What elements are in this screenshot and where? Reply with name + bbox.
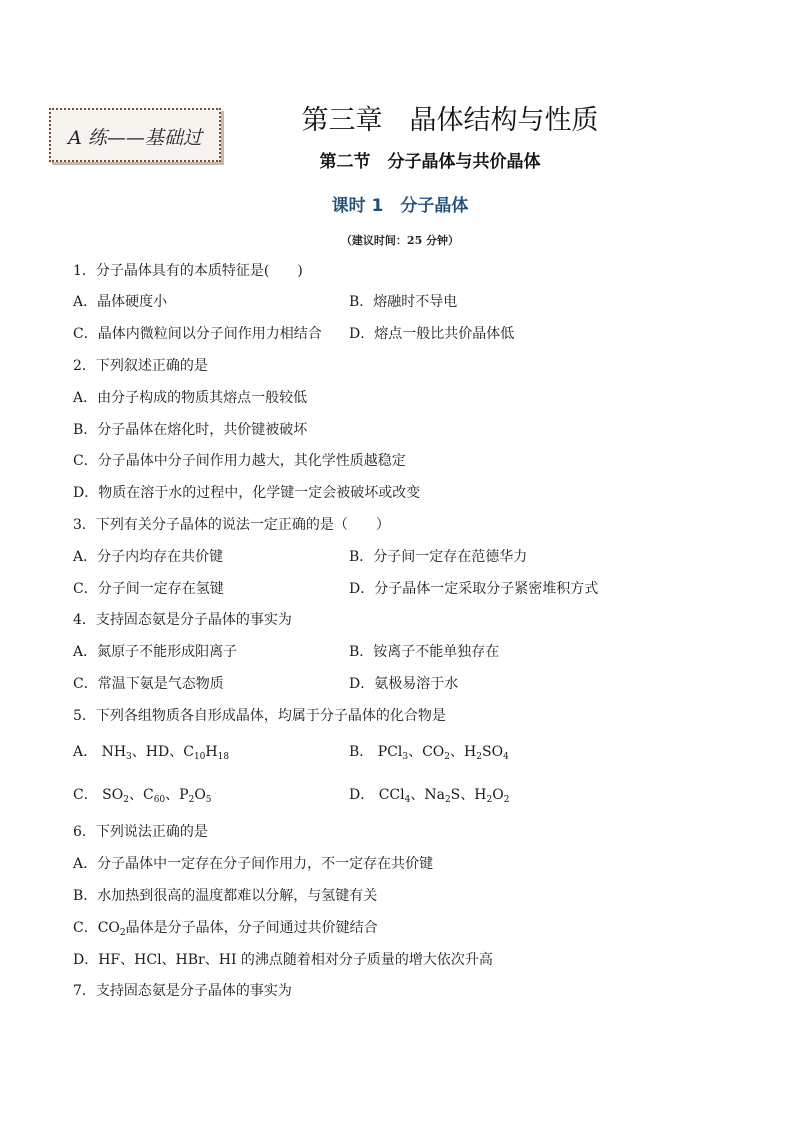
- q6-option-c-sub: 2: [119, 928, 126, 938]
- q5-option-d-label: D．: [349, 787, 375, 803]
- lesson-title: 课时 1 分子晶体: [331, 196, 469, 216]
- q5-option-c: [73, 786, 212, 804]
- question-3-stem: 3．下列有关分子晶体的说法一定正确的是（ ）: [73, 517, 390, 533]
- q1-option-b: B．熔融时不导电: [349, 294, 458, 310]
- formula-subscript: 2: [476, 752, 482, 762]
- q3-option-d: D．分子晶体一定采取分子紧密堆积方式: [349, 581, 599, 597]
- q5-option-b-formula: [378, 744, 509, 760]
- q6-option-c-post: 晶体是分子晶体，分子间通过共价键结合: [125, 920, 378, 936]
- q5-option-b: [349, 743, 509, 761]
- formula-text: O: [492, 787, 504, 803]
- q4-option-b: B．铵离子不能单独存在: [349, 644, 500, 660]
- question-7-stem: 7．支持固态氨是分子晶体的事实为: [73, 983, 292, 999]
- formula-text: PCl: [377, 744, 403, 760]
- chapter-title: 第三章 晶体结构与性质: [301, 105, 599, 136]
- formula-text: 、C: [128, 787, 154, 803]
- formula-subscript: 2: [444, 795, 451, 805]
- q5-option-b-label: B．: [349, 744, 374, 760]
- formula-text: 、Na: [410, 787, 445, 803]
- q1-option-a: A．晶体硬度小: [73, 294, 168, 310]
- q5-option-d-formula: [379, 787, 510, 803]
- formula-text: NH: [101, 744, 127, 760]
- q5-option-c-label: C．: [73, 787, 98, 803]
- formula-subscript: 4: [503, 752, 509, 762]
- formula-text: 、P: [165, 787, 189, 803]
- q3-option-c: C．分子间一定存在氢键: [73, 581, 224, 597]
- formula-text: 、H: [450, 744, 477, 760]
- formula-subscript: 2: [444, 752, 451, 762]
- q4-option-c: C．常温下氨是气态物质: [73, 676, 224, 692]
- q2-option-c: C．分子晶体中分子间作用力越大，其化学性质越稳定: [73, 453, 406, 469]
- question-5-stem: 5．下列各组物质各自形成晶体，均属于分子晶体的化合物是: [73, 708, 446, 724]
- section-badge: [49, 108, 221, 162]
- question-1-stem: 1．分子晶体具有的本质特征是( ): [73, 263, 303, 279]
- q5-option-a-label: A．: [73, 744, 98, 760]
- q5-option-a: [73, 743, 229, 761]
- q3-option-a: A．分子内均存在共价键: [73, 549, 224, 565]
- q5-option-d: [349, 786, 509, 804]
- formula-text: SO: [481, 744, 504, 760]
- formula-subscript: 3: [402, 752, 409, 762]
- formula-subscript: 10: [193, 752, 206, 762]
- q6-option-c-pre: C．CO: [73, 920, 120, 936]
- suggested-time: （建议时间：25 分钟）: [340, 234, 460, 247]
- formula-text: 、CO: [408, 744, 445, 760]
- formula-subscript: 5: [205, 795, 212, 805]
- formula-text: H: [205, 744, 218, 760]
- formula-text: S、H: [450, 787, 487, 803]
- question-6-stem: 6．下列说法正确的是: [73, 824, 208, 840]
- formula-subscript: 2: [123, 795, 129, 805]
- question-2-stem: 2．下列叙述正确的是: [73, 358, 208, 374]
- formula-subscript: 2: [486, 795, 493, 805]
- q4-option-d: D．氨极易溶于水: [349, 676, 459, 692]
- formula-text: O: [194, 787, 206, 803]
- formula-text: 、HD、C: [131, 744, 194, 760]
- question-4-stem: 4．支持固态氨是分子晶体的事实为: [73, 612, 292, 628]
- formula-text: CCl: [378, 787, 405, 803]
- q6-option-b: B．水加热到很高的温度都难以分解，与氢键有关: [73, 888, 378, 904]
- q5-option-a-formula: [102, 744, 229, 760]
- q2-option-b: B．分子晶体在熔化时，共价键被破坏: [73, 422, 308, 438]
- formula-subscript: 60: [153, 795, 166, 805]
- formula-subscript: 3: [126, 752, 132, 762]
- badge-label: A 练——基础过: [68, 127, 202, 149]
- q5-option-c-formula: [102, 787, 211, 803]
- formula-subscript: 18: [217, 752, 230, 762]
- formula-subscript: 4: [404, 795, 411, 805]
- q2-option-a: A．由分子构成的物质其熔点一般较低: [73, 390, 308, 406]
- q4-option-a: A．氮原子不能形成阳离子: [73, 644, 238, 660]
- q2-option-d: D．物质在溶于水的过程中，化学键一定会被破坏或改变: [73, 485, 421, 501]
- section-title: 第二节 分子晶体与共价晶体: [319, 152, 541, 172]
- q1-option-c: C．晶体内微粒间以分子间作用力相结合: [73, 326, 322, 342]
- formula-subscript: 2: [503, 795, 510, 805]
- q1-option-d: D．熔点一般比共价晶体低: [349, 326, 515, 342]
- formula-text: SO: [102, 787, 124, 803]
- q6-option-d: D．HF、HCl、HBr、HI 的沸点随着相对分子质量的增大依次升高: [73, 952, 493, 968]
- q6-option-c: [73, 919, 378, 937]
- q6-option-a: A．分子晶体中一定存在分子间作用力，不一定存在共价键: [73, 856, 434, 872]
- formula-subscript: 2: [188, 795, 195, 805]
- q3-option-b: B．分子间一定存在范德华力: [349, 549, 528, 565]
